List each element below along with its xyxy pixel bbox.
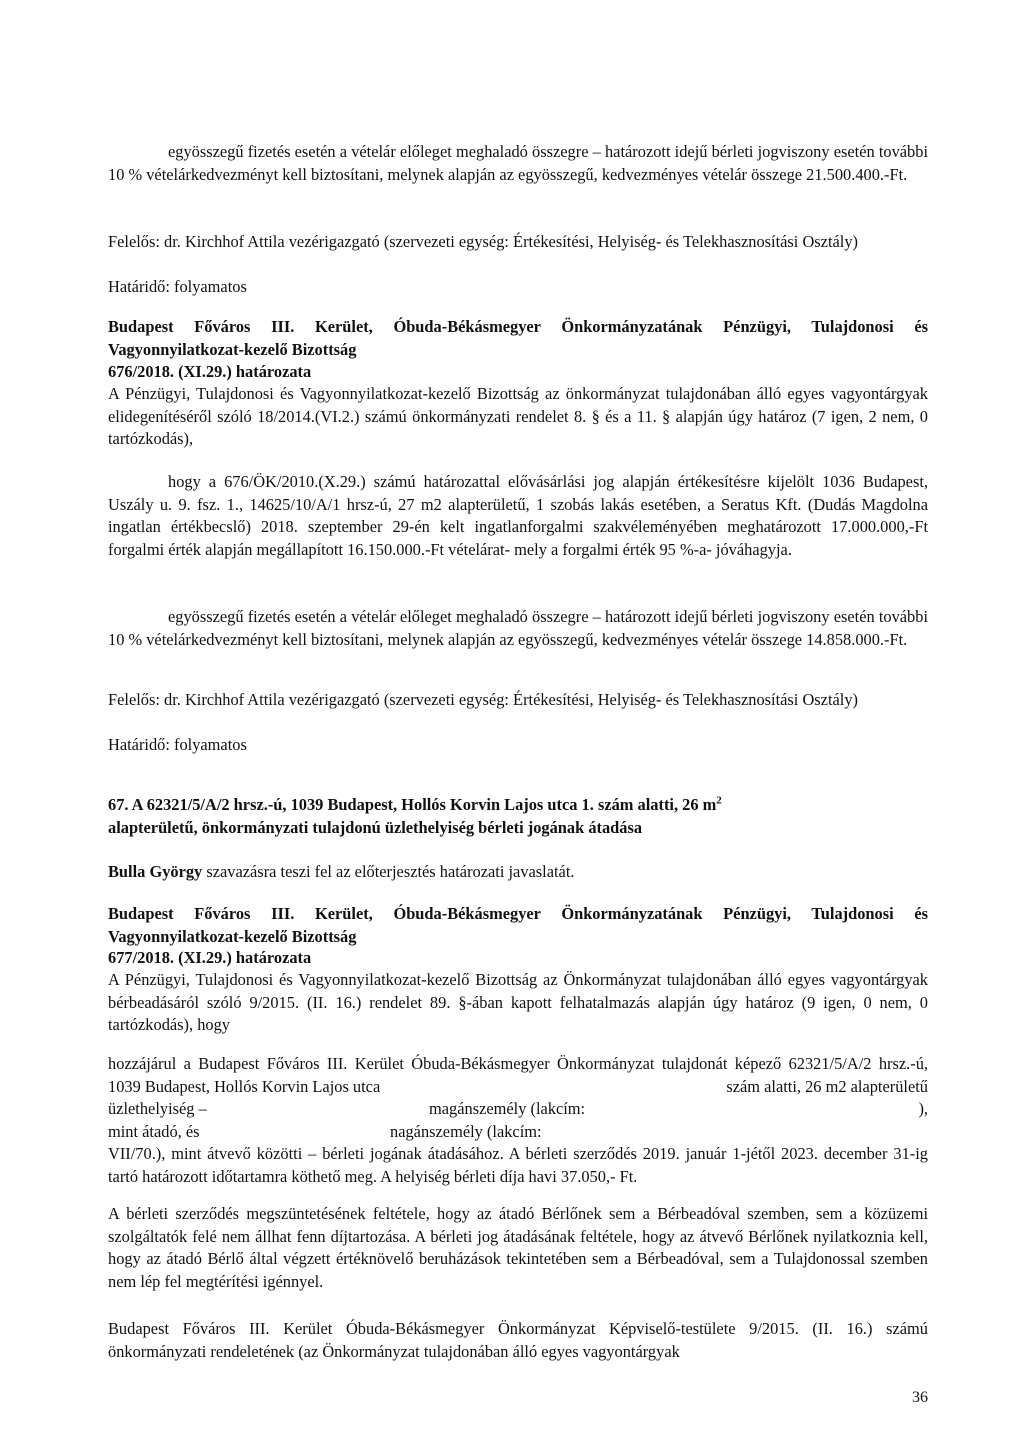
closing-paren: ), bbox=[918, 1099, 928, 1118]
agenda-item-67-title-line-2: alapterületű, önkormányzati tulajdonú üzlethelyiség bérleti jogának átadása bbox=[108, 817, 643, 837]
transferor-role: mint átadó, és bbox=[108, 1122, 200, 1141]
resolution-body-677-line-4 bbox=[108, 1121, 928, 1143]
superscript-2: 2 bbox=[716, 794, 722, 807]
resolution-body-677-line-2 bbox=[108, 1076, 928, 1099]
resolution-body-676: hogy a 676/ÖK/2010.(X.29.) számú határozattal elővásárlási jog alapján értékesítésre kijelölt 1036 Budapest, Uszály u. 9. fsz. 1., 14625/10/A/1 hrsz-ú, 27 m2 alapterületű, 1 szobás lakás esetében, a Seratus Kft. (Dudás Magdolna ingatlan értékbecslő) 2018. szeptember 29-én kelt ingatlanforgalmi szakvéleményében meghatározott 17.000.000,-Ft forgalmi érték alapján megállapított 16.150.000.-Ft vételárat- mely a forgalmi érték 95 %-a- jóváhagyja. bbox=[108, 472, 928, 559]
transferor-label: magánszemély (lakcím: bbox=[429, 1099, 586, 1118]
resolution-body-677-line-1: hozzájárul a Budapest Főváros III. Kerület Óbuda-Békásmegyer Önkormányzat tulajdonát képező 62321/5/A/2 hrsz.-ú, 1039 Budapest, Hollós Korvin Lajos utca bbox=[108, 1054, 928, 1096]
chair-name: Bulla György bbox=[108, 862, 203, 881]
responsible-1: Felelős: dr. Kirchhof Attila vezérigazgató (szervezeti egység: Értékesítési, Helyiség- és Telekhasznosítási Osztály) bbox=[108, 232, 858, 251]
committee-heading-1: Budapest Főváros III. Kerület, Óbuda-Békásmegyer Önkormányzatának Pénzügyi, Tulajdonosi és Vagyonnyilatkozat-kezelő Bizottság bbox=[108, 317, 928, 359]
resolution-number-677: 677/2018. (XI.29.) határozata bbox=[108, 948, 312, 967]
address-fragment: szám alatti, 26 m2 alapterületű bbox=[726, 1077, 928, 1096]
paragraph-discount-1: egyösszegű fizetés esetén a vételár előleget meghaladó összegre – határozott idejű bérleti jogviszony esetén további 10 % vételárkedvezményt kell biztosítani, melynek alapján az egyösszegű, kedvezményes vételár összege 21.500.400.-Ft. bbox=[108, 142, 928, 184]
resolution-body-677-line-3 bbox=[108, 1098, 928, 1120]
resolution-intro-676: A Pénzügyi, Tulajdonosi és Vagyonnyilatkozat-kezelő Bizottság az önkormányzat tulajdonában álló egyes vagyontárgyak elidegenítéséről szóló 18/2014.(VI.2.) számú önkormányzati rendelet 8. § és a 11. § alapján úgy határoz (7 igen, 2 nem, 0 tartózkodás), bbox=[108, 384, 928, 448]
termination-conditions: A bérleti szerződés megszüntetésének feltétele, hogy az átadó Bérlőnek sem a Bérbeadóval szemben, sem a közüzemi szolgáltatók felé nem állhat fenn díjtartozása. A bérleti jog átadásának feltétele, hogy az átvevő Bérlőnek nyilatkoznia kell, hogy az átadó Bérlő által végzett értéknövelő beruházások tekintetében sem a Bérbeadóval, sem a Tulajdonossal szemben nem lép fel megtérítési igénnyel. bbox=[108, 1204, 928, 1291]
transferee-label: nagánszemély (lakcím: bbox=[390, 1122, 542, 1141]
deadline-2: Határidő: folyamatos bbox=[108, 735, 247, 754]
vote-call-text: szavazásra teszi fel az előterjesztés határozati javaslatát. bbox=[202, 862, 575, 881]
resolution-intro-677: A Pénzügyi, Tulajdonosi és Vagyonnyilatkozat-kezelő Bizottság az Önkormányzat tulajdonában álló egyes vagyontárgyak bérbeadásáról szóló 9/2015. (II. 16.) rendelet 89. §-ában kapott felhatalmazás alapján úgy határoz (9 igen, 0 nem, 0 tartózkodás), hogy bbox=[108, 970, 928, 1034]
responsible-2: Felelős: dr. Kirchhof Attila vezérigazgató (szervezeti egység: Értékesítési, Helyiség- és Telekhasznosítási Osztály) bbox=[108, 690, 858, 709]
regulation-reference: Budapest Főváros III. Kerület Óbuda-Békásmegyer Önkormányzat Képviselő-testülete 9/2015. (II. 16.) számú önkormányzati rendeletének (az Önkormányzat tulajdonában álló egyes vagyontárgyak bbox=[108, 1319, 928, 1361]
deadline-1: Határidő: folyamatos bbox=[108, 277, 247, 296]
resolution-number-676: 676/2018. (XI.29.) határozata bbox=[108, 362, 312, 381]
resolution-body-677-rest: VII/70.), mint átvevő közötti – bérleti jogának átadásához. A bérleti szerződés 2019. január 1-jétől 2023. december 31-ig tartó határozott időtartamra köthető meg. A helyiség bérleti díja havi 37.050,- Ft. bbox=[108, 1144, 928, 1186]
page-number: 36 bbox=[912, 1389, 928, 1406]
paragraph-discount-2: egyösszegű fizetés esetén a vételár előleget meghaladó összegre – határozott idejű bérleti jogviszony esetén további 10 % vételárkedvezményt kell biztosítani, melynek alapján az egyösszegű, kedvezményes vételár összege 14.858.000.-Ft. bbox=[108, 607, 928, 649]
agenda-item-67-title-line: 67. A 62321/5/A/2 hrsz.-ú, 1039 Budapest, Hollós Korvin Lajos utca 1. szám alatti, 26 m bbox=[108, 795, 717, 814]
committee-heading-2: Budapest Főváros III. Kerület, Óbuda-Békásmegyer Önkormányzatának Pénzügyi, Tulajdonosi és Vagyonnyilatkozat-kezelő Bizottság bbox=[108, 904, 928, 946]
shop-label: üzlethelyiség – bbox=[108, 1099, 207, 1118]
vote-call bbox=[108, 861, 928, 884]
agenda-item-67-title bbox=[108, 794, 928, 839]
